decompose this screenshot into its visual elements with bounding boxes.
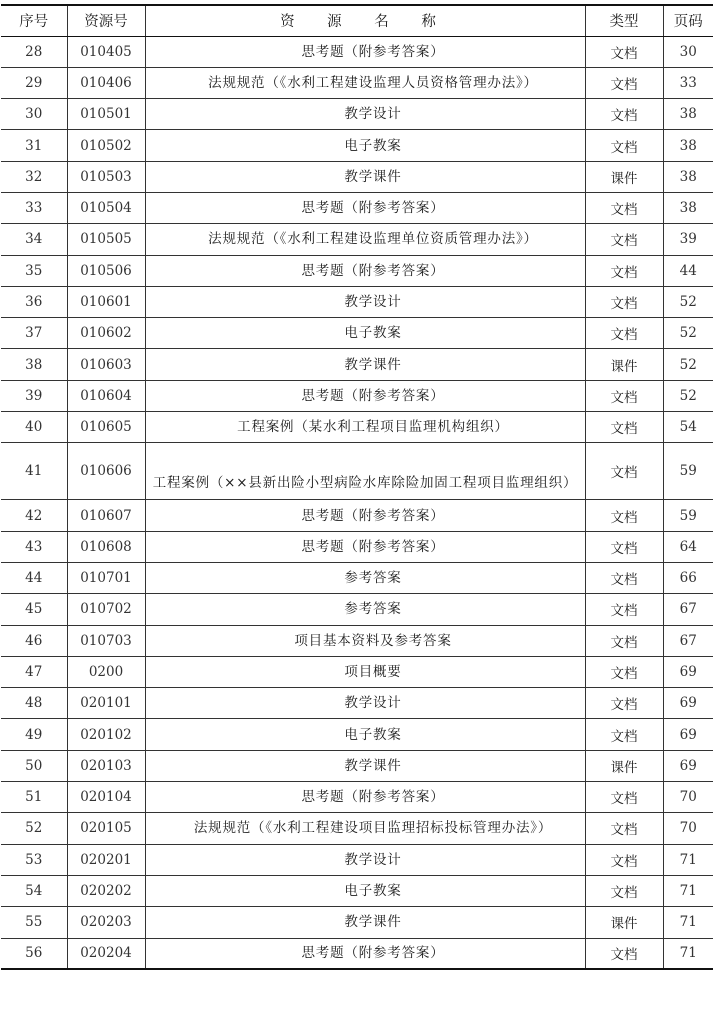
row-page-cell: 69	[663, 656, 713, 687]
table-row	[1, 130, 713, 161]
row-type-cell: 文档	[585, 380, 663, 411]
row-seq-cell: 45	[1, 594, 67, 625]
row-seq-cell: 48	[1, 688, 67, 719]
row-code-cell: 010605	[67, 412, 145, 443]
row-page-cell: 52	[663, 349, 713, 380]
header-page: 页码	[663, 5, 713, 36]
row-type-cell: 文档	[585, 443, 663, 500]
header-name: 资 源 名 称	[145, 5, 585, 36]
row-type-cell: 文档	[585, 286, 663, 317]
row-code-cell: 020103	[67, 750, 145, 781]
row-name-cell	[145, 318, 585, 349]
row-name-cell	[145, 656, 585, 687]
row-name-cell	[145, 349, 585, 380]
row-page-cell: 67	[663, 594, 713, 625]
resource-name-text: 电子教案	[344, 726, 402, 743]
row-code-cell: 010604	[67, 380, 145, 411]
row-code-cell: 010506	[67, 255, 145, 286]
row-code-cell: 010504	[67, 192, 145, 223]
row-name-cell	[145, 67, 585, 98]
row-code-cell: 010505	[67, 224, 145, 255]
row-seq-cell: 50	[1, 750, 67, 781]
resource-name-text: 思考题（附参考答案）	[301, 200, 445, 217]
row-type-cell: 文档	[585, 844, 663, 875]
header-type: 类型	[585, 5, 663, 36]
row-page-cell: 52	[663, 380, 713, 411]
table-row	[1, 192, 713, 223]
row-code-cell: 010501	[67, 99, 145, 130]
row-type-cell: 文档	[585, 938, 663, 969]
row-code-cell: 010603	[67, 349, 145, 380]
row-type-cell: 文档	[585, 656, 663, 687]
row-type-cell: 文档	[585, 67, 663, 98]
resource-name-text: 教学课件	[344, 168, 402, 185]
table-row	[1, 318, 713, 349]
row-page-cell: 64	[663, 531, 713, 562]
row-seq-cell: 43	[1, 531, 67, 562]
row-code-cell: 0200	[67, 656, 145, 687]
row-page-cell: 44	[663, 255, 713, 286]
resource-name-text: 电子教案	[344, 325, 402, 342]
row-page-cell: 71	[663, 844, 713, 875]
resource-name-text: 法规规范（《水利工程建设监理人员资格管理办法》）	[208, 74, 538, 91]
table-row	[1, 907, 713, 938]
row-seq-cell: 33	[1, 192, 67, 223]
row-type-cell: 文档	[585, 36, 663, 67]
row-seq-cell: 28	[1, 36, 67, 67]
row-name-cell	[145, 594, 585, 625]
row-page-cell: 69	[663, 750, 713, 781]
row-seq-cell: 52	[1, 813, 67, 844]
resource-name-text: 参考答案	[344, 601, 402, 618]
table-row	[1, 844, 713, 875]
row-seq-cell: 55	[1, 907, 67, 938]
row-type-cell: 文档	[585, 531, 663, 562]
row-name-cell	[145, 719, 585, 750]
row-page-cell: 59	[663, 443, 713, 500]
row-type-cell: 文档	[585, 412, 663, 443]
row-name-cell	[145, 562, 585, 593]
row-name-cell	[145, 255, 585, 286]
table-row	[1, 224, 713, 255]
resource-name-text: 教学课件	[344, 356, 402, 373]
row-name-cell	[145, 286, 585, 317]
row-seq-cell: 42	[1, 500, 67, 531]
row-name-cell	[145, 907, 585, 938]
row-name-cell	[145, 875, 585, 906]
table-row	[1, 719, 713, 750]
row-code-cell: 020101	[67, 688, 145, 719]
row-name-cell	[145, 782, 585, 813]
table-row	[1, 562, 713, 593]
resource-name-text: 思考题（附参考答案）	[301, 507, 445, 524]
row-code-cell: 020102	[67, 719, 145, 750]
row-page-cell: 67	[663, 625, 713, 656]
resource-name-text: 参考答案	[344, 570, 402, 587]
row-seq-cell: 30	[1, 99, 67, 130]
row-page-cell: 69	[663, 719, 713, 750]
table-row	[1, 656, 713, 687]
table-row	[1, 255, 713, 286]
row-type-cell: 文档	[585, 782, 663, 813]
row-type-cell: 文档	[585, 875, 663, 906]
row-page-cell: 38	[663, 161, 713, 192]
row-code-cell: 010701	[67, 562, 145, 593]
resource-name-text: 教学设计	[344, 851, 402, 868]
row-page-cell: 59	[663, 500, 713, 531]
header-seq: 序号	[1, 5, 67, 36]
row-type-cell: 文档	[585, 99, 663, 130]
resource-name-text: 电子教案	[344, 883, 402, 900]
table-row	[1, 36, 713, 67]
row-code-cell: 010607	[67, 500, 145, 531]
row-seq-cell: 37	[1, 318, 67, 349]
row-page-cell: 71	[663, 907, 713, 938]
row-page-cell: 71	[663, 938, 713, 969]
row-name-cell	[145, 161, 585, 192]
row-seq-cell: 46	[1, 625, 67, 656]
row-seq-cell: 35	[1, 255, 67, 286]
resource-name-text: 教学课件	[344, 757, 402, 774]
resource-name-text: 法规规范（《水利工程建设监理单位资质管理办法》）	[208, 231, 538, 248]
row-type-cell: 课件	[585, 750, 663, 781]
table-row	[1, 380, 713, 411]
row-name-cell	[145, 813, 585, 844]
row-type-cell: 课件	[585, 161, 663, 192]
resource-name-text: 思考题（附参考答案）	[301, 387, 445, 404]
row-name-cell	[145, 380, 585, 411]
row-seq-cell: 31	[1, 130, 67, 161]
row-seq-cell: 41	[1, 443, 67, 500]
row-name-cell	[145, 192, 585, 223]
row-code-cell: 020203	[67, 907, 145, 938]
table-row	[1, 531, 713, 562]
row-type-cell: 文档	[585, 594, 663, 625]
row-type-cell: 文档	[585, 688, 663, 719]
row-code-cell: 020105	[67, 813, 145, 844]
resource-name-text: 教学设计	[344, 106, 402, 123]
resource-name-text: 思考题（附参考答案）	[301, 262, 445, 279]
table-row	[1, 938, 713, 969]
row-page-cell: 70	[663, 782, 713, 813]
row-type-cell: 文档	[585, 625, 663, 656]
row-page-cell: 52	[663, 286, 713, 317]
row-type-cell: 文档	[585, 130, 663, 161]
row-type-cell: 课件	[585, 349, 663, 380]
row-page-cell: 71	[663, 875, 713, 906]
table-row	[1, 782, 713, 813]
table-row	[1, 349, 713, 380]
row-type-cell: 课件	[585, 907, 663, 938]
row-name-cell	[145, 688, 585, 719]
table-row	[1, 412, 713, 443]
table-row	[1, 625, 713, 656]
resource-name-text: 电子教案	[344, 137, 402, 154]
row-seq-cell: 39	[1, 380, 67, 411]
row-page-cell: 39	[663, 224, 713, 255]
row-code-cell: 010703	[67, 625, 145, 656]
row-name-cell	[145, 224, 585, 255]
row-seq-cell: 49	[1, 719, 67, 750]
row-type-cell: 文档	[585, 500, 663, 531]
table-row	[1, 99, 713, 130]
row-page-cell: 33	[663, 67, 713, 98]
row-seq-cell: 36	[1, 286, 67, 317]
row-type-cell: 文档	[585, 719, 663, 750]
row-code-cell: 020104	[67, 782, 145, 813]
resource-name-text: 思考题（附参考答案）	[301, 43, 445, 60]
row-seq-cell: 40	[1, 412, 67, 443]
row-name-cell	[145, 531, 585, 562]
table-row	[1, 750, 713, 781]
row-page-cell: 66	[663, 562, 713, 593]
resource-name-text: 思考题（附参考答案）	[301, 789, 445, 806]
row-name-cell	[145, 36, 585, 67]
resource-name-text: 工程案例（××县新出险小型病险水库除险加固工程项目监理组织）	[152, 475, 578, 492]
row-page-cell: 38	[663, 192, 713, 223]
row-code-cell: 010406	[67, 67, 145, 98]
row-seq-cell: 29	[1, 67, 67, 98]
row-name-cell	[145, 443, 585, 500]
table-row	[1, 688, 713, 719]
resource-name-text: 教学设计	[344, 695, 402, 712]
table-row	[1, 594, 713, 625]
row-name-cell	[145, 625, 585, 656]
row-code-cell: 010608	[67, 531, 145, 562]
row-seq-cell: 54	[1, 875, 67, 906]
resource-name-text: 思考题（附参考答案）	[301, 945, 445, 962]
row-page-cell: 54	[663, 412, 713, 443]
row-page-cell: 52	[663, 318, 713, 349]
resource-name-text: 思考题（附参考答案）	[301, 538, 445, 555]
row-name-cell	[145, 938, 585, 969]
row-code-cell: 010601	[67, 286, 145, 317]
row-seq-cell: 34	[1, 224, 67, 255]
row-type-cell: 文档	[585, 562, 663, 593]
row-name-cell	[145, 750, 585, 781]
row-page-cell: 69	[663, 688, 713, 719]
table-row	[1, 286, 713, 317]
row-type-cell: 文档	[585, 318, 663, 349]
resource-name-text: 工程案例（某水利工程项目监理机构组织）	[237, 419, 509, 436]
row-name-cell	[145, 130, 585, 161]
table-body	[1, 36, 713, 969]
resource-name-text: 项目概要	[344, 663, 402, 680]
row-page-cell: 38	[663, 130, 713, 161]
row-seq-cell: 38	[1, 349, 67, 380]
row-code-cell: 020204	[67, 938, 145, 969]
resource-name-text: 项目基本资料及参考答案	[294, 632, 452, 649]
row-name-cell	[145, 99, 585, 130]
row-seq-cell: 53	[1, 844, 67, 875]
table-row	[1, 500, 713, 531]
header-row	[1, 5, 713, 36]
resource-name-text: 教学课件	[344, 914, 402, 931]
resource-name-text: 法规规范（《水利工程建设项目监理招标投标管理办法》）	[193, 820, 553, 837]
row-seq-cell: 47	[1, 656, 67, 687]
table-row	[1, 67, 713, 98]
table-header	[1, 5, 713, 36]
row-seq-cell: 44	[1, 562, 67, 593]
table-row	[1, 443, 713, 500]
table-row	[1, 875, 713, 906]
row-code-cell: 010602	[67, 318, 145, 349]
row-type-cell: 文档	[585, 255, 663, 286]
table-row	[1, 161, 713, 192]
table-row	[1, 813, 713, 844]
row-type-cell: 文档	[585, 813, 663, 844]
row-code-cell: 010606	[67, 443, 145, 500]
row-page-cell: 38	[663, 99, 713, 130]
row-seq-cell: 56	[1, 938, 67, 969]
resource-table	[1, 4, 713, 970]
row-code-cell: 010702	[67, 594, 145, 625]
header-code: 资源号	[67, 5, 145, 36]
row-code-cell: 020201	[67, 844, 145, 875]
row-code-cell: 010405	[67, 36, 145, 67]
row-name-cell	[145, 500, 585, 531]
row-seq-cell: 51	[1, 782, 67, 813]
row-page-cell: 30	[663, 36, 713, 67]
row-type-cell: 文档	[585, 224, 663, 255]
row-page-cell: 70	[663, 813, 713, 844]
row-name-cell	[145, 844, 585, 875]
row-seq-cell: 32	[1, 161, 67, 192]
row-code-cell: 010503	[67, 161, 145, 192]
row-code-cell: 010502	[67, 130, 145, 161]
row-name-cell	[145, 412, 585, 443]
row-type-cell: 文档	[585, 192, 663, 223]
resource-name-text: 教学设计	[344, 294, 402, 311]
row-code-cell: 020202	[67, 875, 145, 906]
